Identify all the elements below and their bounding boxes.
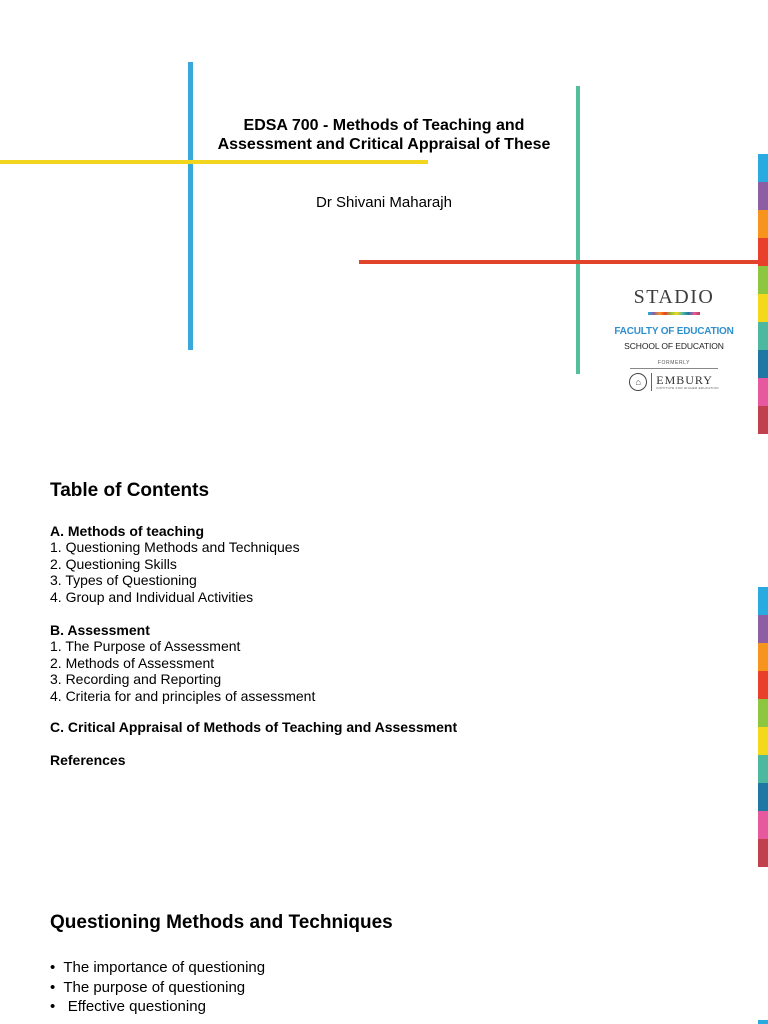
toc-heading: Table of Contents	[50, 480, 210, 501]
color-stripe-segment	[758, 182, 768, 210]
formerly-label: FORMERLY	[657, 360, 691, 366]
color-stripe-segment	[758, 406, 768, 434]
bullet-item: • The importance of questioning	[50, 959, 266, 976]
color-stripe-segment	[758, 671, 768, 699]
red-horizontal-line	[359, 260, 768, 264]
color-stripe-segment	[758, 266, 768, 294]
color-stripe-segment	[758, 783, 768, 811]
color-stripe-segment	[758, 755, 768, 783]
slide-title-line-1: EDSA 700 - Methods of Teaching and	[243, 117, 525, 134]
color-stripe-bar-3-top	[758, 1020, 768, 1024]
bullet-item: • Effective questioning	[50, 998, 206, 1015]
toc-item: 4. Group and Individual Activities	[50, 588, 254, 605]
embury-separator	[651, 373, 652, 391]
school-label: SCHOOL OF EDUCATION	[624, 341, 724, 351]
bullet-text: The importance of questioning	[63, 959, 266, 976]
color-stripe-segment	[758, 238, 768, 266]
crest-icon: ⌂	[629, 373, 647, 391]
yellow-horizontal-line	[0, 160, 428, 164]
color-stripe-segment	[758, 643, 768, 671]
toc-section-b-title: B. Assessment	[50, 622, 150, 639]
questioning-heading: Questioning Methods and Techniques	[50, 912, 393, 933]
embury-wordmark: EMBURY	[656, 373, 713, 387]
color-stripe-segment	[758, 322, 768, 350]
color-stripe-segment	[758, 615, 768, 643]
slide-title-line-2: Assessment and Critical Appraisal of These	[217, 136, 551, 153]
embury-tagline: INSTITUTE FOR HIGHER EDUCATION	[656, 386, 719, 390]
toc-item: 3. Types of Questioning	[50, 572, 197, 589]
toc-list	[50, 523, 457, 769]
color-stripe-segment	[758, 378, 768, 406]
toc-item: 1. The Purpose of Assessment	[50, 638, 241, 655]
formerly-divider	[630, 368, 718, 369]
stadio-wordmark: STADIO	[633, 286, 715, 308]
bullet-text: The purpose of questioning	[63, 978, 246, 996]
embury-logo	[602, 373, 746, 391]
green-vertical-line	[576, 86, 580, 374]
bullet-text: Effective questioning	[63, 998, 206, 1015]
bullet-list	[50, 958, 265, 1017]
color-stripe-segment	[758, 350, 768, 378]
stadio-logo	[602, 286, 746, 391]
rainbow-underline	[648, 312, 700, 315]
color-stripe-segment	[758, 699, 768, 727]
color-stripe-segment	[758, 839, 768, 867]
bullet-item: • The purpose of questioning	[50, 978, 246, 996]
toc-item: 2. Questioning Skills	[50, 555, 177, 572]
author-name: Dr Shivani Maharajh	[316, 194, 452, 211]
color-stripe-segment	[758, 294, 768, 322]
color-stripe-segment	[758, 727, 768, 755]
color-stripe-segment	[758, 587, 768, 615]
slide-title	[192, 116, 576, 154]
toc-section-a-title: A. Methods of teaching	[50, 523, 204, 539]
toc-item: 4. Criteria for and principles of assessment	[50, 687, 316, 704]
toc-item: 1. Questioning Methods and Techniques	[50, 539, 300, 556]
toc-item: 2. Methods of Assessment	[50, 654, 215, 671]
toc-section-c-title: C. Critical Appraisal of Methods of Teaching and Assessment	[50, 719, 458, 736]
toc-item: 3. Recording and Reporting	[50, 671, 222, 688]
color-stripe-segment	[758, 811, 768, 839]
toc-references: References	[50, 752, 126, 769]
color-stripe-segment	[758, 210, 768, 238]
color-stripe-segment	[758, 154, 768, 182]
faculty-label: FACULTY OF EDUCATION	[614, 326, 734, 337]
